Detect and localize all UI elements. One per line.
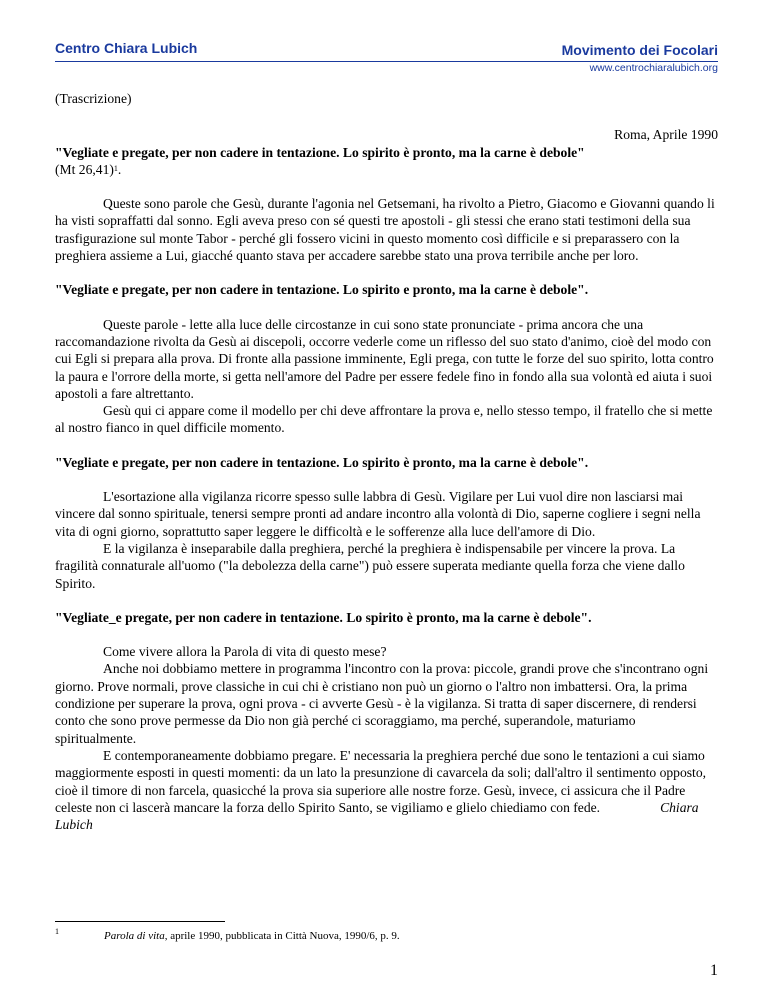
header-url-link[interactable]: www.centrochiaralubich.org xyxy=(589,62,718,74)
place-date: Roma, Aprile 1990 xyxy=(614,127,718,143)
reference-text: (Mt 26,41) xyxy=(55,161,114,177)
paragraph: Gesù qui ci appare come il modello per chi deve affrontare la prova e, nello stesso tempo, il fratello che si mette al nostro fianco in quel difficile momento. xyxy=(55,403,713,436)
opening-quote: "Vegliate e pregate, per non cadere in tentazione. Lo spirito è pronto, ma la carne è debole" xyxy=(55,144,585,160)
footnote-marker[interactable]: 1 xyxy=(113,163,118,173)
header-org-name: Centro Chiara Lubich xyxy=(55,40,198,56)
author-signature: Chiara Lubich xyxy=(55,799,699,833)
footnote-title: Parola di vita xyxy=(104,930,165,942)
paragraph-final xyxy=(55,747,718,833)
footnote-details: , aprile 1990, pubblicata in Città Nuova, 1990/6, p. 9. xyxy=(164,930,400,942)
paragraph: Queste sono parole che Gesù, durante l'agonia nel Getsemani, ha rivolto a Pietro, Giacomo e Giovanni quando li ha visti sopraffatti dal sonno. Egli aveva preso con sé questi tre apostoli - gli stessi che erano stati testimoni della sua trasfigurazione sul monte Tabor - perché gli fossero vicini in questo momento così difficile e si preparassero con la preghiera assieme a Lui, giacché quanto stava per accadere sarebbe stato una prova terribile anche per loro. xyxy=(55,196,715,264)
transcription-label: (Trascrizione) xyxy=(55,91,132,106)
document-body xyxy=(55,90,718,833)
footnote-divider xyxy=(55,921,225,922)
paragraph: L'esortazione alla vigilanza ricorre spesso sulle labbra di Gesù. Vigilare per Lui vuol dire non lasciarsi mai vincere dal sonno spirituale, tenersi sempre pronti ad andare incontro alla volontà di Dio, saperne cogliere i segni nella vita di ogni giorno, soprattutto saper leggere le difficoltà e le sofferenze alla luce dell'amore di Dio. xyxy=(55,489,701,539)
quote-repeat: "Vegliate e pregate, per non cadere in tentazione. Lo spirito e pronto, ma la carne è debole". xyxy=(55,282,589,298)
quote-repeat: "Vegliate_e pregate, per non cadere in tentazione. Lo spirito è pronto, ma la carne è debole". xyxy=(55,609,592,625)
paragraph: Anche noi dobbiamo mettere in programma l'incontro con la prova: piccole, grandi prove che s'incontrano ogni giorno. Prove normali, prove classiche in cui chi è cristiano non può un giorno o l'altro non imbattersi. Ora, la prima condizione per superare la prova, ogni prova - ci avverte Gesù - è la vigilanza. Si tratta di saper discernere, di rendersi conto che sono prove permesse da Dio non già perché ci scoraggiamo, ma perché, superandole, maturiamo spiritualmente. xyxy=(55,661,709,746)
paragraph-text: E contemporaneamente dobbiamo pregare. E' necessaria la preghiera perché due sono le tentazioni a cui siamo maggiormente esposti in questi momenti: da un lato la presunzione di cavarcela da soli; dall'altro il sentimento opposto, cioè il timore di non farcela, quasicché la prova sia superiore alle nostre forze. Gesù, invece, ci assicura che il Padre celeste non ci lascerà mancare la forza dello Spirito Santo, se vigiliamo e glielo chiediamo con fede. xyxy=(55,747,707,815)
paragraph: E la vigilanza è inseparabile dalla preghiera, perché la preghiera è indispensabile per vincere la prova. La fragilità connaturale all'uomo ("la debolezza della carne") può essere superata mediante quella forza che viene dallo Spirito. xyxy=(55,540,685,591)
header-movement-name: Movimento dei Focolari xyxy=(561,42,718,58)
paragraph: Queste parole - lette alla luce delle circostanze in cui sono state pronunciate - prima ancora che una raccomandazione rivolta da Gesù ai discepoli, occorre vederle come un riflesso del suo stato d'animo, cioè del modo con cui Egli si prepara alla prova. Di fronte alla passione imminente, Egli prega, con tutte le forze del suo spirito, lotta contro la paura e l'orrore della morte, si getta nell'amore del Padre per essere fedele fino in fondo alla sua volontà ed aiuta i suoi apostoli a fare altrettanto. xyxy=(55,316,714,401)
footnote-number: 1 xyxy=(55,927,59,936)
scripture-reference xyxy=(55,161,718,178)
page-header xyxy=(55,40,718,62)
quote-repeat: "Vegliate e pregate, per non cadere in tentazione. Lo spirito è pronto, ma la carne è debole". xyxy=(55,454,589,470)
footnote-text xyxy=(104,930,400,942)
page-number: 1 xyxy=(710,962,718,979)
paragraph: Come vivere allora la Parola di vita di questo mese? xyxy=(103,644,387,660)
reference-tail: . xyxy=(117,161,122,177)
